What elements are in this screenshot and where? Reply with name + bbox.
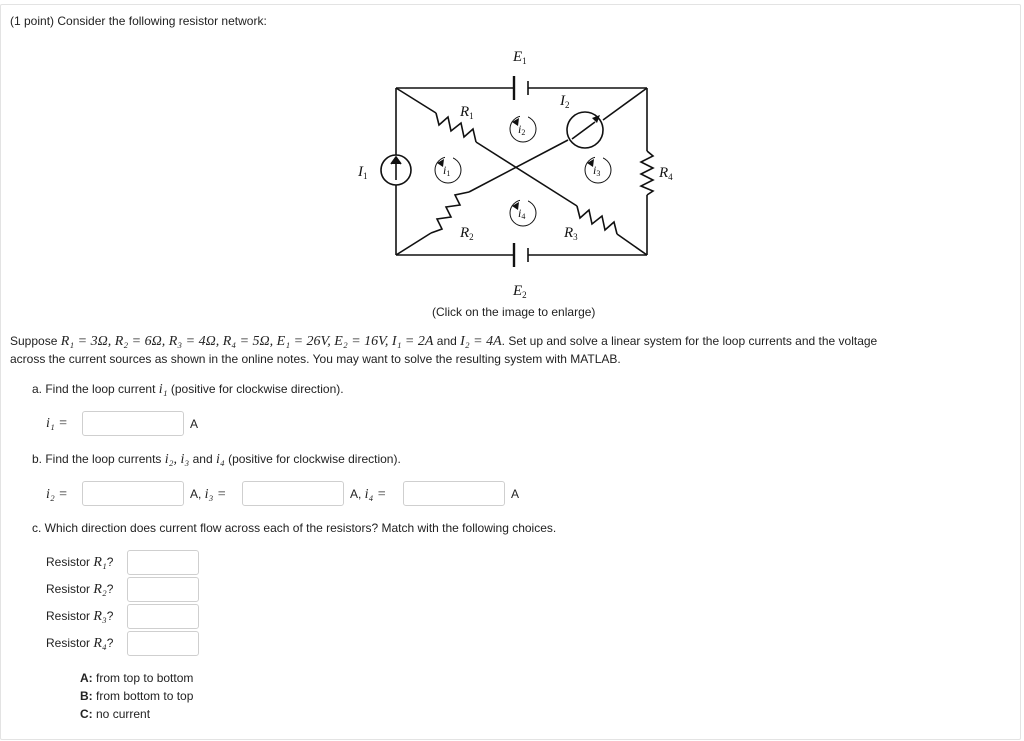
problem-statement-line1: Suppose R₁ = 3Ω, R₂ = 6Ω, R₃ = 4Ω, R₄ = 5Ω, E₁ = 26V, E₂ = 16V, I₁ = 2A and I₂ = 4A. Set up and solve a linear system for the loop currents and the voltage [10, 334, 878, 349]
resistor-r3-label: Resistor R₃? [46, 609, 114, 624]
resistor-r3-input[interactable] [127, 604, 199, 629]
given-I2: I₂ = 4A [460, 334, 502, 349]
label-i1: i1 [443, 163, 451, 178]
choice-a: A: from top to bottom [80, 671, 194, 685]
i4-label-group: A, i₄ = [350, 487, 387, 502]
circuit-diagram[interactable] [351, 43, 683, 303]
i1-unit: A [190, 417, 199, 431]
part-b-label: b. Find the loop currents i₂, i₃ and i₄ (positive for clockwise direction). [32, 452, 401, 467]
resistor-r1-input[interactable] [127, 550, 199, 575]
i4-unit: A [511, 487, 520, 501]
choice-b: B: from bottom to top [80, 689, 194, 703]
part-a-label: a. Find the loop current i₁ (positive for clockwise direction). [32, 382, 344, 397]
label-i4: i4 [518, 206, 526, 221]
diagram-caption[interactable]: (Click on the image to enlarge) [432, 305, 596, 319]
label-i3: i3 [593, 163, 601, 178]
label-R4: $R_4$ [659, 165, 673, 182]
resistor-r1-label: Resistor R₁? [46, 555, 114, 570]
part-c-label: c. Which direction does current flow across each of the resistors? Match with the following choices. [32, 521, 557, 535]
label-i2: i2 [518, 122, 526, 137]
resistor-r2-input[interactable] [127, 577, 199, 602]
i2-input[interactable] [82, 481, 184, 506]
i3-input[interactable] [242, 481, 344, 506]
label-E1: $E_1$ [513, 49, 527, 66]
resistor-r4-label: Resistor R₄? [46, 636, 114, 651]
resistor-r2-label: Resistor R₂? [46, 582, 114, 597]
label-R3: $R_3$ [564, 225, 578, 242]
label-I2: $I_2$ [560, 93, 570, 110]
i2-field-label: i₂ = [46, 487, 68, 502]
choice-c: C: no current [80, 707, 151, 721]
resistor-r4-input[interactable] [127, 631, 199, 656]
label-I1: $I_1$ [358, 164, 368, 181]
label-R2: $R_2$ [460, 225, 474, 242]
i1-input[interactable] [82, 411, 184, 436]
i3-label-group: A, i₃ = [190, 487, 227, 502]
label-E2: $E_2$ [513, 283, 527, 300]
problem-statement-line2: across the current sources as shown in the online notes. You may want to solve the resulting system with MATLAB. [10, 352, 621, 366]
i4-input[interactable] [403, 481, 505, 506]
i1-field-label: i₁ = [46, 416, 68, 431]
givens: R₁ = 3Ω, R₂ = 6Ω, R₃ = 4Ω, R₄ = 5Ω, E₁ = 26V, E₂ = 16V, I₁ = 2A [60, 334, 434, 349]
label-R1: $R_1$ [460, 104, 474, 121]
problem-intro: (1 point) Consider the following resistor network: [10, 14, 267, 28]
circuit-svg [351, 43, 683, 303]
